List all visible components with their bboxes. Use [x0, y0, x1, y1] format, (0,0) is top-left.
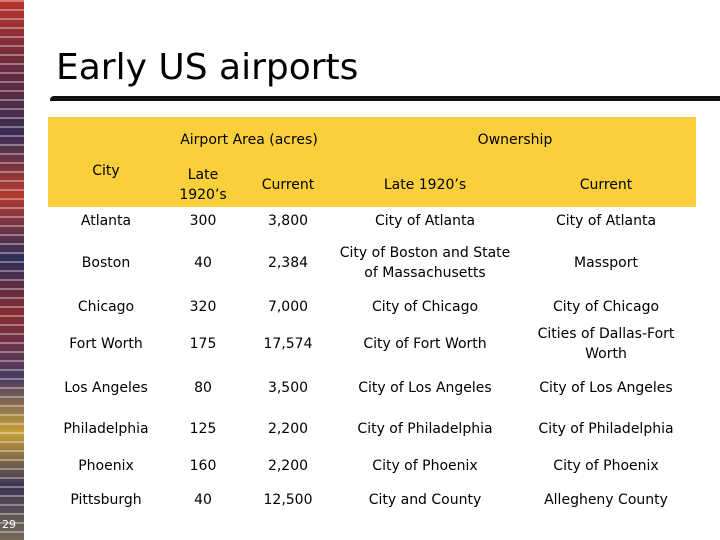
cell-area-current: 3,500	[267, 379, 309, 396]
header-area-late: Late 1920’s	[179, 166, 227, 203]
table-row	[48, 367, 696, 408]
cell-own-current: City of Chicago	[552, 298, 660, 315]
cell-city: Phoenix	[78, 457, 134, 474]
table-row	[48, 449, 696, 482]
slide-title: Early US airports	[56, 47, 359, 88]
header-own-current: Current	[579, 176, 633, 193]
cell-own-late: City and County	[368, 492, 482, 508]
cell-own-current: Allegheny County	[544, 492, 668, 508]
header-ownership: Ownership	[477, 131, 553, 148]
table-row	[48, 408, 696, 449]
cell-area-late: 80	[194, 379, 212, 396]
cell-area-late: 40	[194, 255, 212, 271]
cell-area-current: 12,500	[263, 492, 313, 508]
cell-own-current: Cities of Dallas-Fort Worth	[537, 326, 675, 362]
cell-own-late: City of Fort Worth	[363, 336, 487, 352]
cell-own-current: City of Philadelphia	[538, 420, 674, 437]
table-row	[48, 207, 696, 234]
cell-area-current: 2,200	[267, 420, 309, 437]
header-area-current: Current	[261, 176, 315, 193]
cell-own-current: City of Los Angeles	[539, 379, 673, 396]
cell-own-late: City of Atlanta	[374, 212, 476, 229]
cell-area-late: 300	[189, 212, 217, 229]
cell-own-late: City of Chicago	[371, 298, 479, 315]
cell-city: Philadelphia	[63, 420, 149, 437]
decorative-side-image	[0, 0, 24, 540]
cell-area-late: 320	[189, 298, 217, 315]
table-row	[48, 482, 696, 518]
cell-city: Fort Worth	[69, 336, 143, 352]
cell-city: Los Angeles	[64, 379, 148, 396]
airports-table	[48, 117, 696, 518]
cell-city: Pittsburgh	[70, 492, 142, 508]
page-number: 29	[2, 518, 16, 531]
cell-own-late: City of Philadelphia	[357, 420, 493, 437]
cell-own-current: City of Atlanta	[555, 212, 657, 229]
cell-area-current: 2,200	[267, 457, 309, 474]
cell-area-late: 160	[189, 457, 217, 474]
cell-city: Chicago	[77, 298, 135, 315]
cell-area-current: 3,800	[267, 212, 309, 229]
cell-own-late: City of Los Angeles	[358, 379, 492, 396]
cell-city: Boston	[81, 255, 131, 271]
cell-own-late: City of Phoenix	[372, 457, 478, 474]
table-row	[48, 321, 696, 367]
cell-city: Atlanta	[80, 212, 132, 229]
table-row	[48, 234, 696, 292]
cell-own-current: City of Phoenix	[553, 457, 659, 474]
title-underline	[50, 96, 720, 101]
header-own-late: Late 1920’s	[383, 176, 467, 193]
header-airport-area: Airport Area (acres)	[180, 131, 318, 148]
cell-own-late: City of Boston and State of Massachusetts	[339, 245, 511, 281]
cell-area-current: 17,574	[263, 336, 313, 352]
cell-own-current: Massport	[574, 255, 638, 271]
cell-area-current: 2,384	[267, 255, 309, 271]
header-city: City	[92, 163, 120, 179]
cell-area-late: 40	[194, 492, 212, 508]
cell-area-late: 125	[189, 420, 217, 437]
header-row-group	[48, 117, 696, 162]
table-row	[48, 292, 696, 321]
cell-area-current: 7,000	[267, 298, 309, 315]
cell-area-late: 175	[189, 336, 217, 352]
